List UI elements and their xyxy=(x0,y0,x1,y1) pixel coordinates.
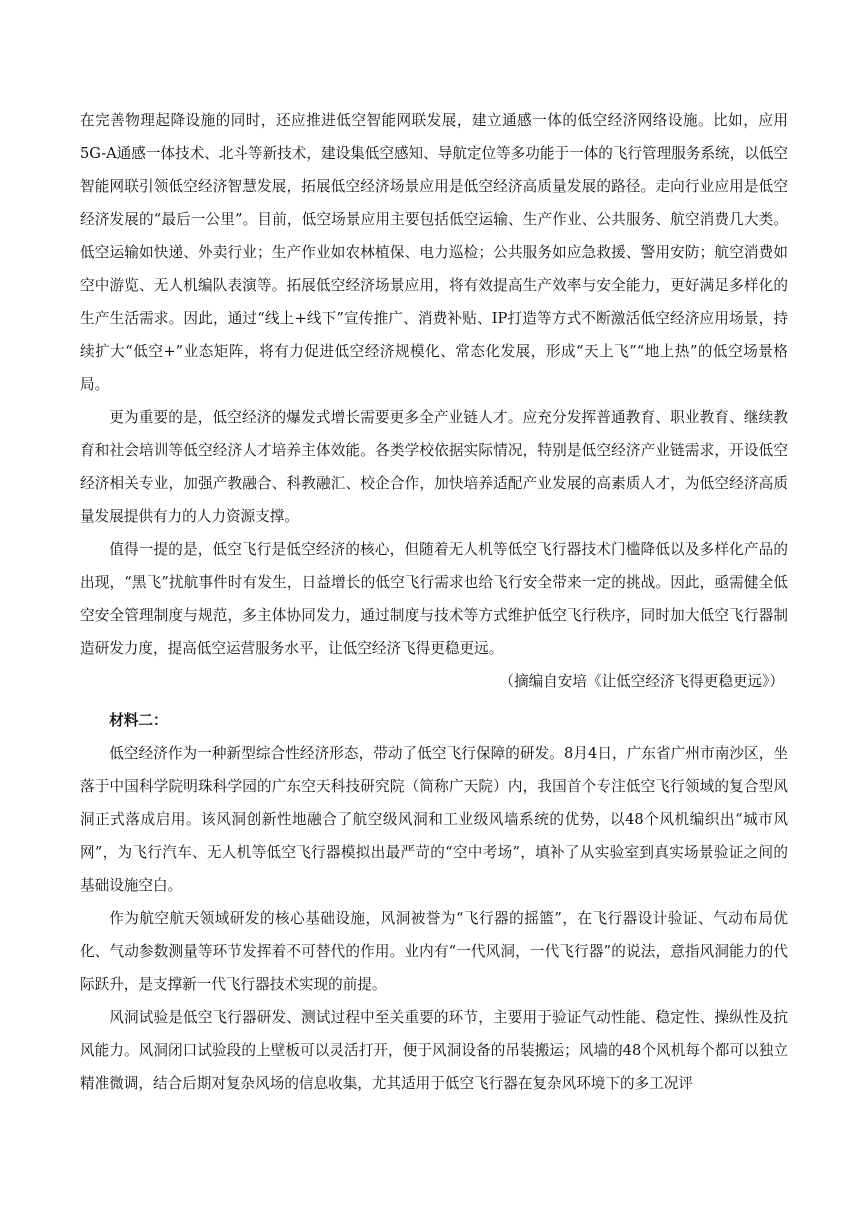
source-citation: （摘编自安培《让低空经济飞得更稳更远》） xyxy=(499,673,784,690)
section-heading-material-2: 材料二： xyxy=(109,712,168,729)
document-body xyxy=(80,104,788,1100)
paragraph-wind-tunnel-launch: 低空经济作为一种新型综合性经济形态，带动了低空飞行保障的研发。8月4日，广东省广州市南沙区，坐落于中国科学院明珠科学园的广东空天科技研究院（简称广天院）内，我国首个专注低空飞行领域的复合型风洞正式落成启用。该风洞创新性地融合了航空级风洞和工业级风墙系统的优势，以48个风机编织出“城市风网”，为飞行汽车、无人机等低空飞行器模拟出最严苛的“空中考场”，填补了从实验室到真实场景验证之间的基础设施空白。 xyxy=(80,745,788,894)
paragraph-low-altitude-network: 在完善物理起降设施的同时，还应推进低空智能网联发展，建立通感一体的低空经济网络设施。比如，应用5G-A通感一体技术、北斗等新技术，建设集低空感知、导航定位等多功能于一体的飞行管理服务系统，以低空智能网联引领低空经济智慧发展，拓展低空经济场景应用是低空经济高质量发展的路径。走向行业应用是低空经济发展的“最后一公里”。目前，低空场景应用主要包括低空运输、生产作业、公共服务、航空消费几大类。低空运输如快递、外卖行业；生产作业如农林植保、电力巡检；公共服务如应急救援、警用安防；航空消费如空中游览、无人机编队表演等。拓展低空经济场景应用，将有效提高生产效率与安全能力，更好满足多样化的生产生活需求。因此，通过“线上+线下”宣传推广、消费补贴、IP打造等方式不断激活低空经济应用场景，持续扩大“低空+”业态矩阵，将有力促进低空经济规模化、常态化发展，形成“天上飞”“地上热”的低空场景格局。 xyxy=(80,112,789,393)
paragraph-wind-tunnel-testing: 风洞试验是低空飞行器研发、测试过程中至关重要的环节，主要用于验证气动性能、稳定性、操纵性及抗风能力。风洞闭口试验段的上壁板可以灵活打开，便于风洞设备的吊装搬运；风墙的48个风机每个都可以独立精准微调，结合后期对复杂风场的信息收集，尤其适用于低空飞行器在复杂风环境下的多工况评 xyxy=(80,1009,788,1092)
paragraph-wind-tunnel-role: 作为航空航天领域研发的核心基础设施，风洞被誉为“飞行器的摇篮”，在飞行器设计验证、气动布局优化、气动参数测量等环节发挥着不可替代的作用。业内有“一代风洞，一代飞行器”的说法，意指风洞能力的代际跃升，是支撑新一代飞行器技术实现的前提。 xyxy=(80,910,788,993)
paragraph-safety: 值得一提的是，低空飞行是低空经济的核心，但随着无人机等低空飞行器技术门槛降低以及多样化产品的出现，“黑飞”扰航事件时有发生，日益增长的低空飞行需求也给飞行安全带来一定的挑战。因此，亟需健全低空安全管理制度与规范，多主体协同发力，通过制度与技术等方式维护低空飞行秩序，同时加大低空飞行器制造研发力度，提高低空运营服务水平，让低空经济飞得更稳更远。 xyxy=(80,541,788,657)
paragraph-talent: 更为重要的是，低空经济的爆发式增长需要更多全产业链人才。应充分发挥普通教育、职业教育、继续教育和社会培训等低空经济人才培养主体效能。各类学校依据实际情况，特别是低空经济产业链需求，开设低空经济相关专业，加强产教融合、科教融汇、校企合作，加快培养适配产业发展的高素质人才，为低空经济高质量发展提供有力的人力资源支撑。 xyxy=(80,409,788,525)
